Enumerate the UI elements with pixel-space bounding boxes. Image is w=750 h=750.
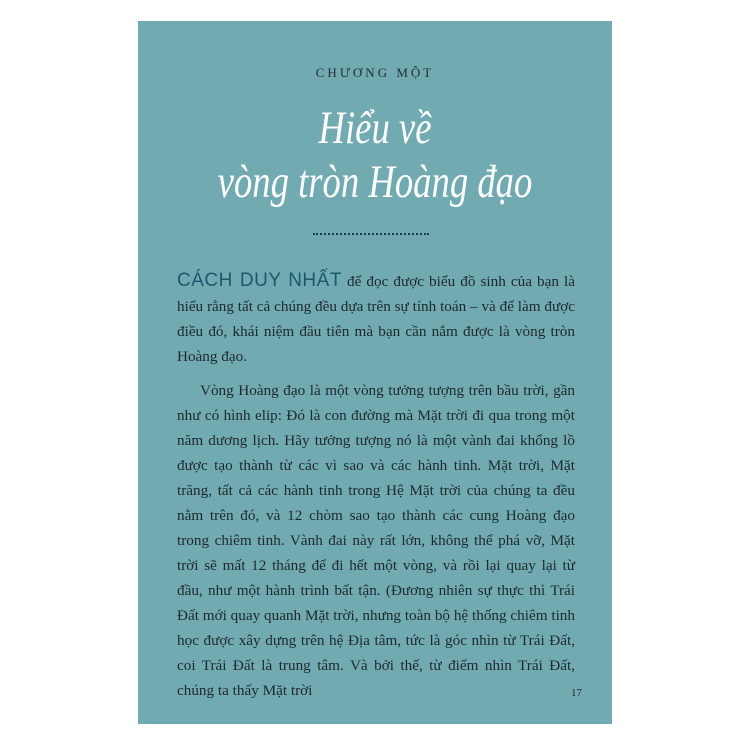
paragraph-1-text: để đọc được biểu đồ sinh của bạn là hiểu rằng tất cả chúng đều dựa trên sự tính toán – và để làm được điều đó, khái niệm đầu tiên mà bạn cần nắm được là vòng tròn Hoàng đạo. (177, 273, 576, 365)
body-text (177, 268, 575, 703)
lead-in-text: CÁCH DUY NHẤT (177, 270, 342, 291)
chapter-title (190, 101, 560, 209)
page-number: 17 (571, 687, 582, 699)
paragraph-2: Vòng Hoàng đạo là một vòng tưởng tượng trên bầu trời, gần như có hình elip: Đó là con đường mà Mặt trời đi qua trong một năm dương lịch. Hãy tưởng tượng nó là một vành đai khổng lồ được tạo thành từ các vì sao và các hành tinh. Mặt trời, Mặt trăng, tất cả các hành tinh trong Hệ Mặt trời của chúng ta đều nằm trên đó, và 12 chòm sao tạo thành các cung Hoàng đạo trong chiêm tinh. Vành đai này rất lớn, không thể phá vỡ, Mặt trời sẽ mất 12 tháng để đi hết một vòng, và rồi lại quay lại từ đầu, như một hành trình bất tận. (Đương nhiên sự thực thì Trái Đất mới quay quanh Mặt trời, nhưng toàn bộ hệ thống chiêm tinh học được xây dựng trên hệ Địa tâm, tức là góc nhìn từ Trái Đất, coi Trái Đất là trung tâm. Và bởi thế, từ điểm nhìn Trái Đất, chúng ta thấy Mặt trời (177, 382, 575, 699)
chapter-title-line-1: Hiểu về (318, 102, 432, 154)
book-page (138, 21, 612, 724)
paragraph-1 (177, 268, 575, 369)
chapter-title-line-2: vòng tròn Hoàng đạo (217, 156, 533, 208)
chapter-label: CHƯƠNG MỘT (315, 65, 435, 80)
dotted-divider (313, 233, 429, 235)
